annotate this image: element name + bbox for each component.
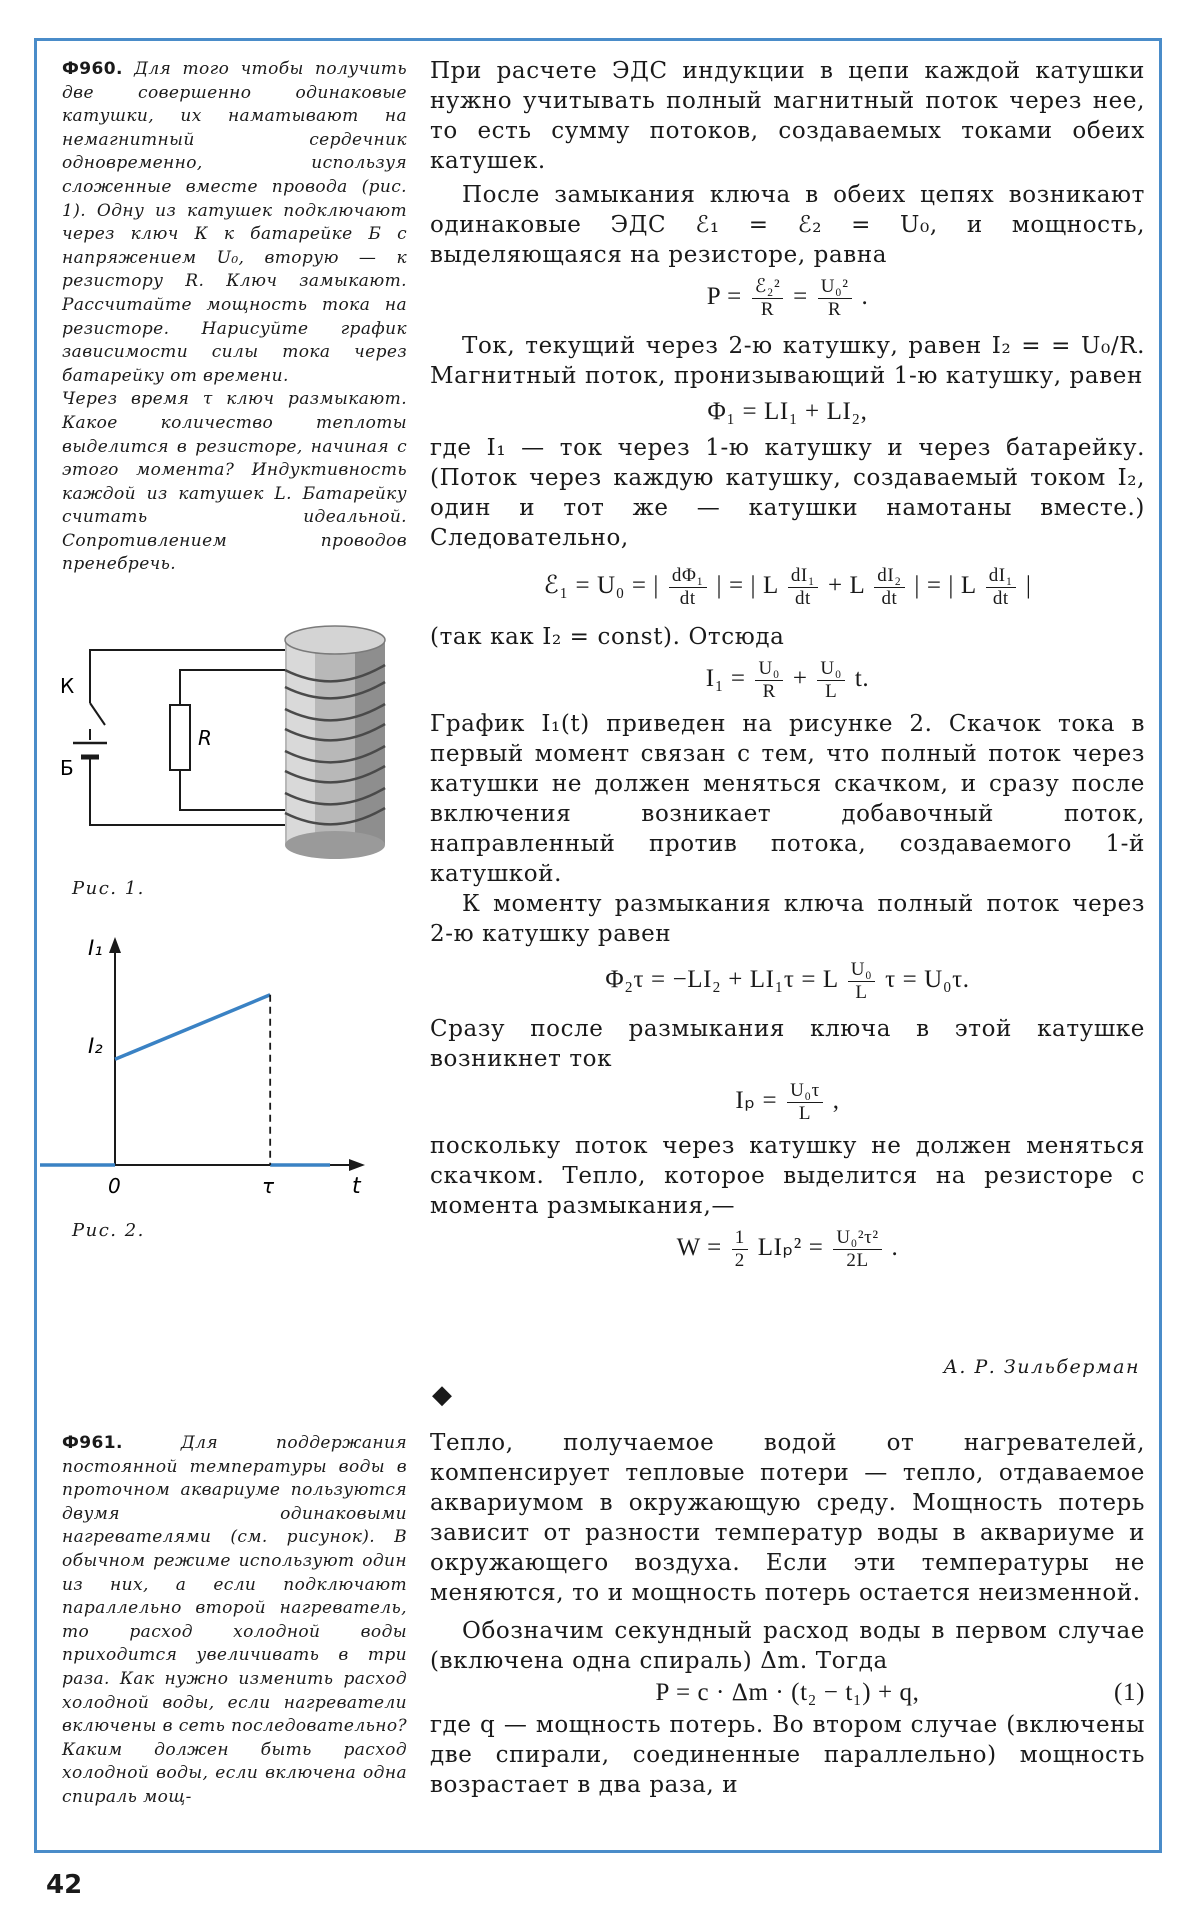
y-axis-label: I₁ xyxy=(88,936,103,960)
solution-960-p8: Сразу после размыкания ключа в этой катушке возникнет ток xyxy=(430,1016,1145,1072)
figure-1-caption: Рис. 1. xyxy=(72,878,145,899)
problem-960-text: Для того чтобы получить две совершенно одинаковые катушки, их наматывают на немагнитный сердечник одновременно, используя сложенные вместе провода (рис. 1). Одну из катушек подключают через ключ К к батарейке Б с напряжением U₀, вторую — к резистору R. Ключ замыкают. Рассчитайте мощность тока на резисторе. Нарисуйте график зависимости силы тока через батарейку от времени. xyxy=(62,59,407,386)
wire-resistor-bottom xyxy=(180,770,290,810)
solution-960-p5: (так как I₂ = const). Отсюда xyxy=(430,624,785,650)
resistor-label: R xyxy=(198,726,212,750)
battery-label: Б xyxy=(60,756,74,780)
solution-960 xyxy=(430,56,1145,1278)
problem-961-number: Ф961. xyxy=(62,1433,123,1453)
page-number: 42 xyxy=(46,1870,83,1900)
solution-960-p9: поскольку поток через катушку не должен меняться скачком. Тепло, которое выделится на резисторе с момента размыкания,— xyxy=(430,1133,1145,1219)
figure-2-graph xyxy=(40,935,380,1205)
section-separator: ◆ xyxy=(432,1380,452,1410)
wire-resistor-top xyxy=(180,670,290,705)
x-axis-arrow xyxy=(349,1159,365,1171)
equation-flux: Φ₁ = LI₁ + LI₂, xyxy=(707,398,868,425)
figure-2-caption: Рис. 2. xyxy=(72,1220,145,1241)
x-axis-label: t xyxy=(352,1174,361,1199)
problem-960-number: Ф960. xyxy=(62,59,123,79)
equation-1-number: (1) xyxy=(1114,1679,1145,1706)
solution-961-p2: Обозначим секундный расход воды в первом случае (включена одна спираль) Δm. Тогда xyxy=(430,1618,1145,1674)
y-axis-arrow xyxy=(109,937,121,953)
current-ramp-line xyxy=(115,995,270,1059)
solution-961-p1: Тепло, получаемое водой от нагревателей, компенсирует тепловые потери — тепло, отдаваемое аквариумом в окружающую среду. Мощность потерь зависит от разности температур воды в аквариуме и окружающего воздуха. Если эти температуры не меняются, то и мощность потерь остается неизменной. xyxy=(430,1430,1145,1606)
solution-960-p3: Ток, текущий через 2-ю катушку, равен I₂ = = U₀/R. Магнитный поток, пронизывающий 1-ю катушку, равен xyxy=(430,333,1145,389)
problem-961-statement xyxy=(62,1432,407,1810)
solution-960-p7: К моменту размыкания ключа полный поток через 2-ю катушку равен xyxy=(430,891,1145,947)
equation-power: P = $\frac{\text{ℰ₂²}}{R}$ = $\frac{\text{U₀²}}{R}$ . xyxy=(706,276,869,320)
equation-current-ip: Iₚ = $\frac{\text{U₀τ}}{L}$ , xyxy=(735,1080,840,1124)
solution-961 xyxy=(430,1428,1145,1800)
equation-1 xyxy=(430,1678,1145,1708)
author-signature: А. Р. Зильберман xyxy=(943,1356,1140,1378)
solution-961-p3: где q — мощность потерь. Во втором случае (включены две спирали, соединенные параллельно) мощность возрастает в два раза, и xyxy=(430,1712,1145,1798)
equation-heat: W = $\frac{1}{2}$ LIₚ² = $\frac{\text{U₀²τ²}}{2L}$ . xyxy=(676,1227,899,1271)
resistor-symbol xyxy=(170,705,190,770)
problem-960-statement xyxy=(62,58,407,577)
equation-flux-tau: Φ₂τ = −LI₂ + LI₁τ = L $\frac{\text{U₀}}{L}$ τ = U₀τ. xyxy=(605,959,970,1003)
equation-1-body: P = c · Δm · (t₂ − t₁) + q, xyxy=(655,1679,920,1706)
solution-960-p6: График I₁(t) приведен на рисунке 2. Скачок тока в первый момент связан с тем, что полный поток через катушки не должен меняться скачком, и сразу после включения возникает добавочный поток, направленный против потока, создаваемого 1-й катушкой. xyxy=(430,711,1145,887)
problem-961-text: Для поддержания постоянной температуры воды в проточном аквариуме пользуются двумя одинаковыми нагревателями (см. рисунок). В обычном режиме используют один из них, а если подключают параллельно второй нагреватель, то расход холодной воды приходится увеличивать в три раза. Как нужно изменить расход холодной воды, если нагреватели включены в сеть последовательно? Каким должен быть расход холодной воды, если включена одна спираль мощ- xyxy=(62,1433,407,1807)
key-label: К xyxy=(60,674,75,698)
solution-960-p4: где I₁ — ток через 1-ю катушку и через батарейку. (Поток через каждую катушку, создаваемый током I₂, один и тот же — катушки намотаны вместе.) Следовательно, xyxy=(430,435,1145,551)
problem-960-text-continued: Через время τ ключ размыкают. Какое количество теплоты выделится в резисторе, начиная с этого момента? Индуктивность каждой из катушек L. Батарейку считать идеальной. Сопротивлением проводов пренебречь. xyxy=(62,389,407,575)
solution-960-p1: При расчете ЭДС индукции в цепи каждой катушки нужно учитывать полный магнитный поток через нее, то есть сумму потоков, создаваемых токами обеих катушек. xyxy=(430,58,1145,174)
wire-bottom xyxy=(90,765,285,825)
key-switch xyxy=(90,703,105,725)
equation-emf: ℰ₁ = U₀ = | $\frac{\text{dΦ₁}}{dt}$ | = | L $\frac{\text{dI₁}}{dt}$ + L $\frac{\text{dI₂}}{dt}$ | = | L $\frac{\text{dI₁}}{dt}$ | xyxy=(543,565,1032,609)
tau-tick-label: τ xyxy=(262,1174,275,1198)
wire-top xyxy=(90,650,285,703)
coil-top xyxy=(285,626,385,654)
equation-current-i1: I₁ = $\frac{\text{U₀}}{R}$ + $\frac{\text{U₀}}{L}$ t. xyxy=(705,658,870,702)
solution-960-p2: После замыкания ключа в обеих цепях возникают одинаковые ЭДС ℰ₁ = ℰ₂ = U₀, и мощность, выделяющаяся на резисторе, равна xyxy=(430,182,1145,268)
origin-label: 0 xyxy=(108,1174,121,1198)
i2-tick-label: I₂ xyxy=(88,1034,103,1058)
figure-1-circuit xyxy=(55,625,405,875)
